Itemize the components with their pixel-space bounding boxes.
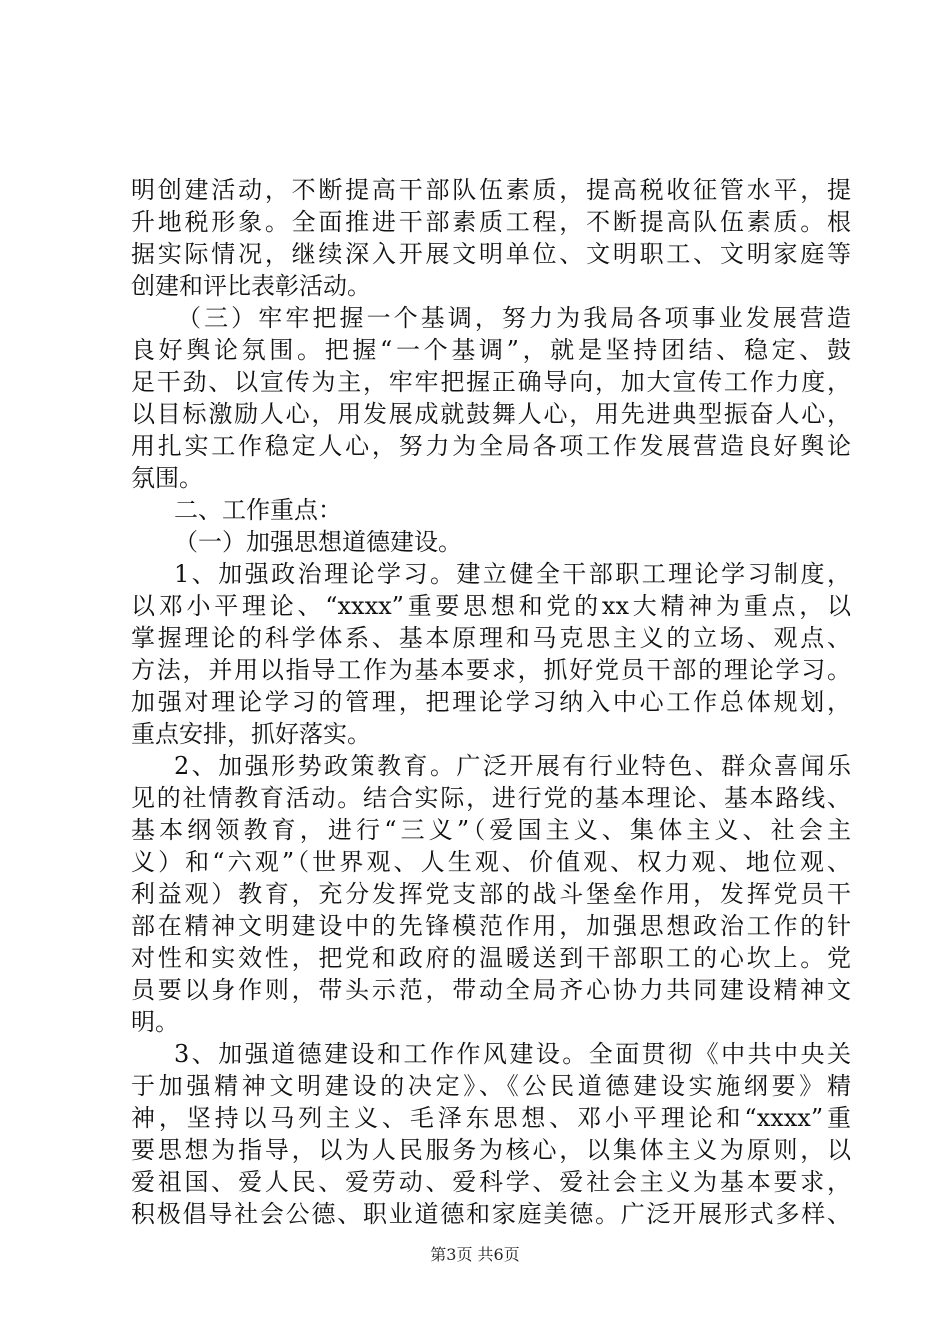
- document-body: [131, 174, 851, 1230]
- page-footer: [0, 1245, 950, 1265]
- text-line: 2、加强形势政策教育。广泛开展有行业特色、群众喜闻乐: [174, 752, 851, 780]
- text-line: 明创建活动，不断提高干部队伍素质，提高税收征管水平，提: [131, 176, 851, 204]
- text-line: 3、加强道德建设和工作作风建设。全面贯彻《中共中央关: [174, 1040, 851, 1068]
- text-line: 用扎实工作稳定人心，努力为全局各项工作发展营造良好舆论: [131, 432, 851, 460]
- text-line: 神，坚持以马列主义、毛泽东思想、邓小平理论和“xxxx”重: [131, 1104, 851, 1132]
- text-line: 方法，并用以指导工作为基本要求，抓好党员干部的理论学习。: [131, 656, 851, 684]
- text-line: 良好舆论氛围。把握“一个基调”，就是坚持团结、稳定、鼓: [131, 336, 851, 364]
- text-line: 加强对理论学习的管理，把理论学习纳入中心工作总体规划，: [131, 688, 851, 716]
- text-line: 氛围。: [131, 464, 203, 492]
- text-line: 积极倡导社会公德、职业道德和家庭美德。广泛开展形式多样、: [131, 1200, 851, 1228]
- text-line: 于加强精神文明建设的决定》、《公民道德建设实施纲要》精: [131, 1072, 851, 1100]
- text-line: 见的社情教育活动。结合实际，进行党的基本理论、基本路线、: [131, 784, 851, 812]
- text-line: 以目标激励人心，用发展成就鼓舞人心，用先进典型振奋人心，: [131, 400, 851, 428]
- text-line: 以邓小平理论、“xxxx”重要思想和党的xx大精神为重点，以: [131, 592, 851, 620]
- text-line: 对性和实效性，把党和政府的温暖送到干部职工的心坎上。党: [131, 944, 851, 972]
- text-line: 基本纲领教育，进行“三义”（爱国主义、集体主义、社会主: [131, 816, 851, 844]
- text-line: 掌握理论的科学体系、基本原理和马克思主义的立场、观点、: [131, 624, 851, 652]
- text-line: 1、加强政治理论学习。建立健全干部职工理论学习制度，: [174, 560, 851, 588]
- text-line: 员要以身作则，带头示范，带动全局齐心协力共同建设精神文: [131, 976, 851, 1004]
- text-line: 创建和评比表彰活动。: [131, 272, 371, 300]
- text-line: 明。: [131, 1008, 179, 1036]
- text-line: 升地税形象。全面推进干部素质工程，不断提高队伍素质。根: [131, 208, 851, 236]
- text-line: 义）和“六观”（世界观、人生观、价值观、权力观、地位观、: [131, 848, 851, 876]
- subsection-heading: （一）加强思想道德建设。: [174, 528, 462, 556]
- text-line: 利益观）教育，充分发挥党支部的战斗堡垒作用，发挥党员干: [131, 880, 851, 908]
- text-line: 足干劲、以宣传为主，牢牢把握正确导向，加大宣传工作力度，: [131, 368, 851, 396]
- text-line: 要思想为指导，以为人民服务为核心，以集体主义为原则，以: [131, 1136, 851, 1164]
- text-line: 据实际情况，继续深入开展文明单位、文明职工、文明家庭等: [131, 240, 851, 268]
- text-line: 爱祖国、爱人民、爱劳动、爱科学、爱社会主义为基本要求，: [131, 1168, 851, 1196]
- text-line: 重点安排，抓好落实。: [131, 720, 371, 748]
- text-line: 部在精神文明建设中的先锋模范作用，加强思想政治工作的针: [131, 912, 851, 940]
- section-heading: 二、工作重点：: [174, 496, 342, 524]
- page-number: 第3页 共6页: [430, 1245, 520, 1264]
- text-line: （三）牢牢把握一个基调，努力为我局各项事业发展营造: [177, 304, 851, 332]
